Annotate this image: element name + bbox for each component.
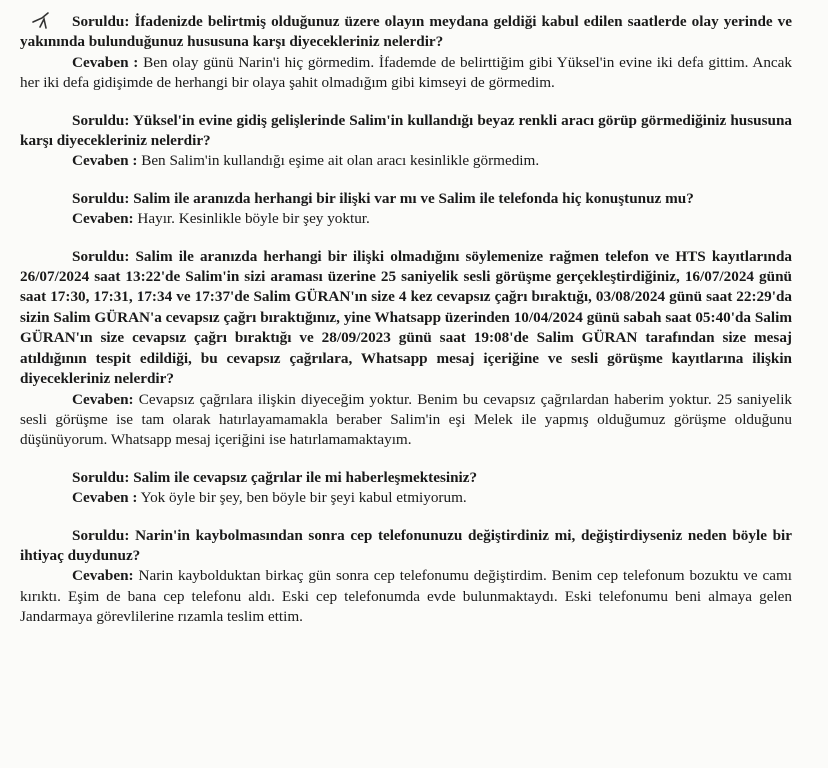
question-text: Salim ile cevapsız çağrılar ile mi haberleşmektesiniz? [133,468,478,486]
answer-5 [20,488,792,508]
answer-label: Cevaben: [72,567,134,585]
answer-label: Cevaben : [72,152,138,170]
answer-text: Ben Salim'in kullandığı eşime ait olan aracı kesinlikle görmedim. [141,152,540,170]
question-label: Soruldu: [72,13,130,30]
answer-label: Cevaben : [72,489,138,507]
question-label: Soruldu: [72,189,130,207]
question-label: Soruldu: [72,526,130,544]
question-text: Salim ile aranızda herhangi bir ilişki var mı ve Salim ile telefonda hiç konuştunuz mu? [133,189,694,207]
answer-6 [20,566,792,627]
answer-1 [20,53,792,94]
answer-label: Cevaben : [72,53,139,71]
question-6 [20,526,792,567]
answer-text: Ben olay günü Narin'i hiç görmedim. İfademde de belirttiğim gibi Yüksel'in evine iki defa gittim. Ancak her iki defa gidişimde de herhangi bir olaya şahit olmadığım gibi kimseyi de görmedim. [20,53,792,92]
answer-label: Cevaben: [72,390,134,408]
question-text: Salim ile aranızda herhangi bir ilişki olmadığını söylemenize rağmen telefon ve HTS kayıtlarında 26/07/2024 saat 13:22'de Salim'in sizi araması üzerine 25 saniyelik sesli görüşme gerçekleştirdiğiniz, 16/07/2024 günü saat 17:30, 17:31, 17:34 ve 17:37'de Salim GÜRAN'ın size 4 kez cevapsız çağrı bıraktığı, 03/08/2024 günü saat 22:29'da sizin Salim GÜRAN'a cevapsız çağrı bıraktığınız, yine Whatsapp üzerinden 10/04/2024 günü sabah saat 05:40'da Salim GÜRAN'ın size cevapsız çağrı bıraktığı ve 28/09/2023 günü saat 19:08'de Salim GÜRAN tarafından size mesaj atıldığının tespit edildiği, bu cevapsız çağrılara, Whatsapp mesaj içeriğine ve sesli görüşme kayıtlarına ilişkin diyecekleriniz nelerdir? [20,247,792,388]
question-text: Narin'in kaybolmasından sonra cep telefonunuzu değiştirdiniz mi, değiştirdiyseniz neden böyle bir ihtiyaç duydunuz? [20,526,792,564]
answer-text: Narin kaybolduktan birkaç gün sonra cep telefonumu değiştirdim. Benim cep telefonum bozuktu ve camı kırıktı. Eşim de bana cep telefonu aldı. Eski cep telefonumda evde bulunmaktaydı. Eski telefonumu beni almaya gelen Jandarmaya görevlilerine rızamla teslim ettim. [20,567,792,626]
handwritten-check-mark [30,10,60,30]
answer-label: Cevaben: [72,210,134,228]
question-label: Soruldu: [72,247,130,265]
question-text: Yüksel'in evine gidiş gelişlerinde Salim'in kullandığı beyaz renkli aracı görüp görmediğiniz hususuna karşı diyecekleriniz nelerdir? [20,111,793,150]
question-2 [20,111,792,152]
question-5 [20,468,792,488]
question-3 [20,189,792,209]
question-1 [20,12,792,53]
question-label: Soruldu: [72,468,130,486]
question-4 [20,247,792,390]
answer-text: Yok öyle bir şey, ben böyle bir şeyi kabul etmiyorum. [140,489,467,507]
question-label: Soruldu: [72,111,130,129]
answer-2 [20,151,792,171]
answer-text: Cevapsız çağrılara ilişkin diyeceğim yoktur. Benim bu cevapsız çağrılardan haberim yoktur. 25 saniyelik sesli görüşme ise tam olarak hatırlayamamakla beraber Salim'in eşi Melek ile yapmış olduğumuz görüşme olduğunu düşünüyorum. Whatsapp mesaj içeriğini ise hatırlamamaktayım. [20,390,793,449]
answer-text: Hayır. Kesinlikle böyle bir şey yoktur. [137,210,370,228]
question-text: İfadenizde belirtmiş olduğunuz üzere olayın meydana geldiği kabul edilen saatlerde olay yerinde ve yakınında bulunduğunuz hususuna karşı diyecekleriniz nelerdir? [20,13,792,51]
answer-4 [20,390,792,451]
answer-3 [20,209,792,229]
